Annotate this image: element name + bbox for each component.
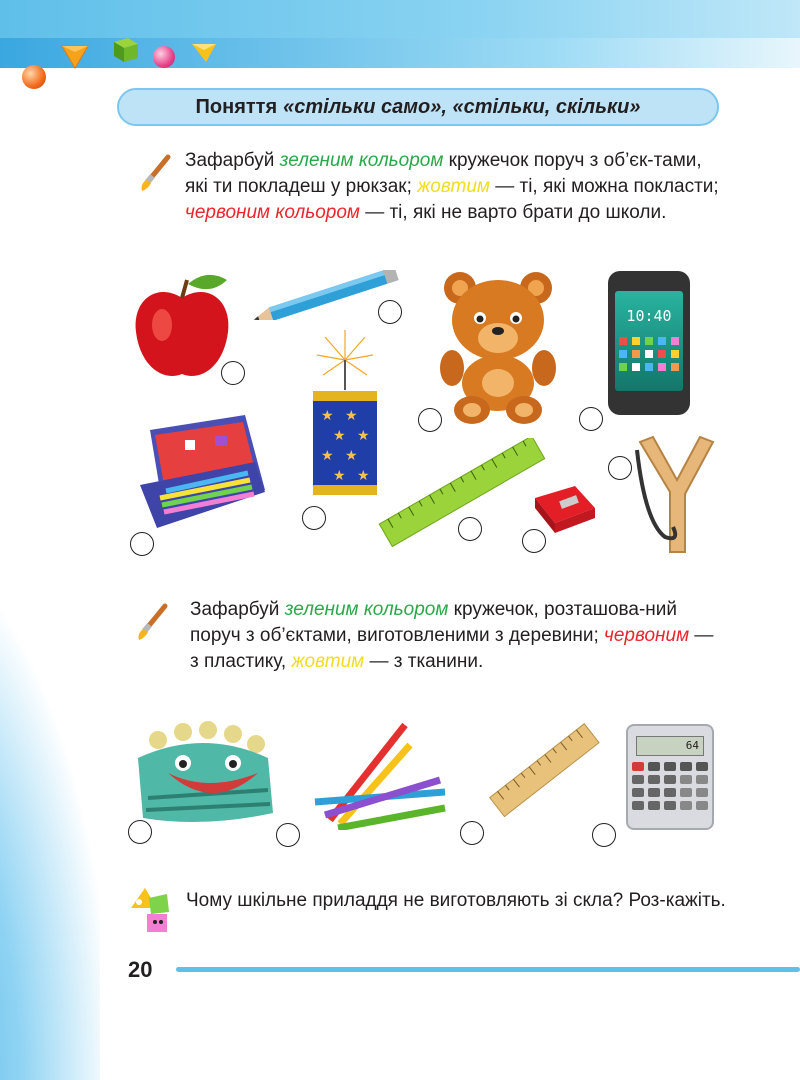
task2-green-word: зеленим кольором [284, 599, 449, 620]
discussion-characters-icon [127, 886, 175, 934]
yellow-cone-icon [190, 40, 218, 64]
answer-circle-colored-pencils[interactable] [276, 823, 300, 847]
svg-text:★: ★ [333, 427, 346, 443]
answer-circle-fabric-case[interactable] [128, 820, 152, 844]
task1-green-word: зеленим кольором [279, 150, 444, 171]
calculator-image [626, 724, 714, 830]
task2-red-word: червоним [604, 625, 690, 646]
page-number: 20 [128, 957, 153, 982]
answer-circle-firecracker[interactable] [302, 506, 326, 530]
task2-text [190, 597, 725, 675]
orange-ball-icon [22, 65, 46, 89]
slingshot-image [625, 432, 725, 557]
firecracker-image [305, 325, 385, 500]
answer-circle-apple[interactable] [221, 361, 245, 385]
task1-text-part: — ті, які не варто брати до школи. [359, 202, 667, 223]
wooden-ruler-image [485, 722, 600, 822]
calculator-keys [628, 762, 712, 810]
svg-text:★: ★ [345, 407, 358, 423]
teddy-bear-image [438, 268, 558, 428]
sharpener-image [530, 478, 600, 538]
calculator-display: 64 [636, 736, 704, 756]
fabric-pencil-case-image [128, 718, 278, 828]
apple-image [132, 270, 232, 385]
svg-text:★: ★ [321, 447, 334, 463]
task2-text-part: — з пластику, [190, 625, 714, 672]
phone-screen [615, 291, 683, 391]
task1-red-word: червоним кольором [185, 202, 360, 223]
phone-time: 10:40 [626, 307, 672, 325]
svg-text:★: ★ [357, 427, 370, 443]
pink-ball-icon [153, 46, 175, 68]
answer-circle-green-ruler[interactable] [458, 517, 482, 541]
smartphone-image [608, 271, 690, 415]
colored-pencils-image [300, 720, 450, 830]
answer-circle-wooden-ruler[interactable] [460, 821, 484, 845]
task1-text [185, 148, 725, 226]
phone-app-icons [621, 337, 677, 371]
answer-circle-pencilcase[interactable] [130, 532, 154, 556]
task3-text: Чому шкільне приладдя не виготовляють зі скла? Роз-кажіть. [186, 890, 726, 911]
title-main: Поняття [195, 95, 278, 118]
answer-circle-calculator[interactable] [592, 823, 616, 847]
task1-yellow-word: жовтим [417, 176, 490, 197]
task1-text-part: — ті, які можна покласти; [489, 176, 719, 197]
pencil-case-image [135, 410, 275, 540]
title-italic: «стільки само», «стільки, скільки» [283, 95, 641, 118]
task2-text-part: — з тканини. [364, 651, 484, 672]
footer-line [176, 967, 800, 972]
answer-circle-phone[interactable] [579, 407, 603, 431]
answer-circle-pencil[interactable] [378, 300, 402, 324]
task2-text-part: Зафарбуй [190, 599, 285, 620]
task1-text-part: кружечок поруч з об’єк-тами, які ти покладеш у рюкзак; [185, 150, 702, 197]
answer-circle-slingshot[interactable] [608, 456, 632, 480]
svg-text:★: ★ [321, 407, 334, 423]
green-cube-icon [110, 34, 140, 64]
svg-text:★: ★ [345, 447, 358, 463]
left-corner-decoration [0, 560, 100, 1080]
task2-text-part: кружечок, розташова-ний поруч з об’єктами, виготовленими з деревини; [190, 599, 678, 646]
svg-text:★: ★ [333, 467, 346, 483]
answer-circle-teddy[interactable] [418, 408, 442, 432]
task1-text-part: Зафарбуй [185, 150, 280, 171]
page-title [117, 88, 719, 126]
task2-yellow-word: жовтим [291, 651, 365, 672]
svg-text:★: ★ [357, 467, 370, 483]
answer-circle-sharpener[interactable] [522, 529, 546, 553]
orange-cone-icon [60, 42, 90, 70]
paintbrush-icon [138, 153, 172, 193]
paintbrush-icon [135, 602, 169, 642]
